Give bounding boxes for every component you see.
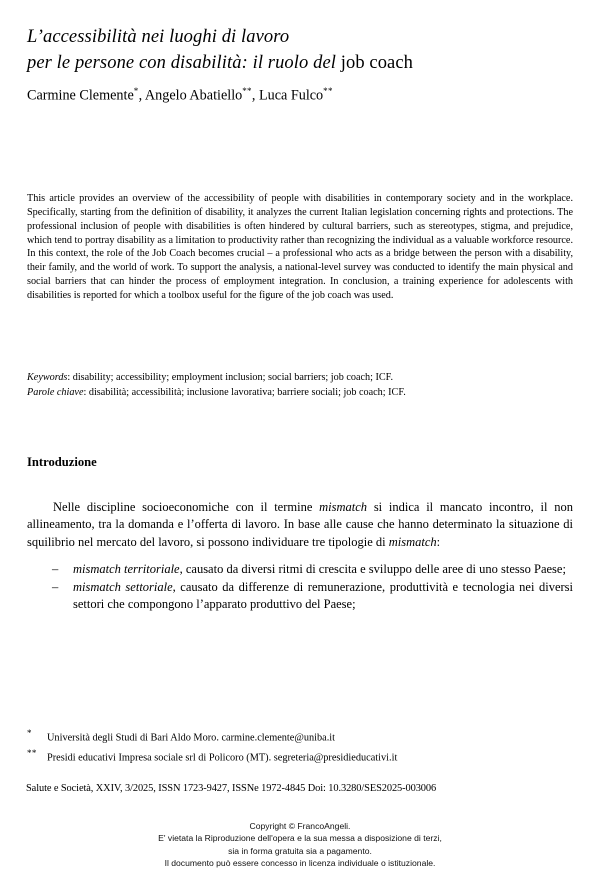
keywords-it-row	[27, 386, 579, 401]
body-paragraph	[27, 499, 573, 552]
footnote-mark: *	[27, 728, 32, 738]
copyright-line-1: Copyright © FrancoAngeli.	[249, 821, 351, 831]
footnote-block	[27, 726, 579, 766]
keywords-it-label: Parole chiave	[27, 386, 84, 398]
author-separator-1: ,	[138, 87, 145, 104]
keywords-block	[27, 371, 579, 400]
footnote-text: Università degli Studi di Bari Aldo Moro. carmine.clemente@uniba.it	[47, 732, 336, 744]
title-line-2-roman: job coach	[340, 53, 414, 74]
footnote-mark: **	[27, 747, 37, 758]
list-item-emphasis: mismatch territoriale	[73, 562, 180, 576]
body-emphasis-1: mismatch	[319, 499, 368, 514]
list-item-rest: , causato da diversi ritmi di crescita e sviluppo delle aree di uno stesso Paese;	[179, 562, 566, 576]
copyright-notice	[0, 820, 600, 870]
keywords-en-value: : disability; accessibility; employment inclusion; social barriers; job coach; ICF.	[67, 372, 394, 383]
copyright-line-3: sia in forma gratuita sia a pagamento.	[228, 845, 372, 856]
copyright-line-2: E' vietata la Riproduzione dell'opera e la sua messa a disposizione di terzi,	[158, 833, 442, 844]
author-footnote-mark-2: **	[242, 86, 252, 96]
body-part-3: :	[436, 534, 441, 549]
author-name-3: Luca Fulco	[258, 87, 324, 104]
journal-citation: Salute e Società, XXIV, 3/2025, ISSN 1723-9427, ISSNe 1972-4845 Doi: 10.3280/SES2025-003006	[26, 783, 437, 794]
dash-bullet-icon: –	[52, 579, 59, 594]
author-footnote-mark-1: *	[133, 86, 139, 96]
list-item-emphasis: mismatch settoriale	[73, 579, 173, 594]
list-item-text	[73, 579, 573, 614]
body-emphasis-2: mismatch	[388, 534, 437, 549]
author-list	[27, 82, 579, 106]
section-heading-introduzione: Introduzione	[27, 455, 97, 470]
author-footnote-mark-3: **	[323, 86, 333, 96]
keywords-en-row	[27, 371, 579, 386]
footnote-item	[27, 746, 579, 766]
mismatch-type-list	[27, 561, 573, 614]
abstract-text: This article provides an overview of the accessibility of people with disabilities in contemporary society and in the workplace. Specifically, starting from the definition of disability, it analyzes the current Italian legislation concerning rights and protections. The professional inclusion of people with disabilities is often hindered by cultural barriers, such as stereotypes, stigma, and prejudice, which tend to portray disability as a limitation to productivity rather than recognizing the individual as a valuable workforce resource. In this context, the role of the Job Coach becomes crucial – a professional who acts as a bridge between the person with a disability, their family, and the world of work. To support the analysis, a national-level survey was conducted to identify the main physical and social barriers that can hinder the process of employment integration. In conclusion, a training experience for adolescents with disabilities is reported for which a toolbox useful for the figure of the job coach was used.	[27, 193, 573, 301]
title-line-1: L’accessibilità nei luoghi di lavoro	[27, 27, 290, 48]
footnote-item	[27, 726, 579, 746]
dash-bullet-icon: –	[52, 562, 59, 576]
body-part-2: si indica il mancato incontro, il non allineamento, tra la domanda e l’offerta di lavoro. In base alle cause che hanno determinato la situazione di squilibrio nel mercato del lavoro, si possono individuare tre tipologie di	[27, 499, 573, 549]
keywords-it-value: : disabilità; accessibilità; inclusione lavorativa; barriere sociali; job coach; ICF.	[83, 386, 406, 398]
author-name-2: Angelo Abatiello	[144, 87, 243, 104]
title-line-2-italic: per le persone con disabilità: il ruolo del	[27, 53, 341, 74]
list-item-rest: , causato da differenze di remunerazione, produttività e tecnologia nei diversi settori che compongono l’apparato produttivo del Paese;	[73, 579, 573, 612]
keywords-en-label: Keywords	[27, 372, 68, 383]
author-separator-2: ,	[251, 87, 259, 104]
copyright-line-4: Il documento può essere concesso in licenza individuale o istituzionale.	[164, 858, 436, 869]
page-title	[27, 24, 579, 76]
body-part-1: Nelle discipline socioeconomiche con il termine	[53, 499, 320, 514]
author-name-1: Carmine Clemente	[27, 87, 134, 104]
list-item-text	[73, 561, 573, 579]
footnote-text: Presidi educativi Impresa sociale srl di Policoro (MT). segreteria@presidieducativi.it	[47, 752, 398, 764]
list-item	[27, 579, 573, 614]
list-item	[27, 561, 573, 579]
